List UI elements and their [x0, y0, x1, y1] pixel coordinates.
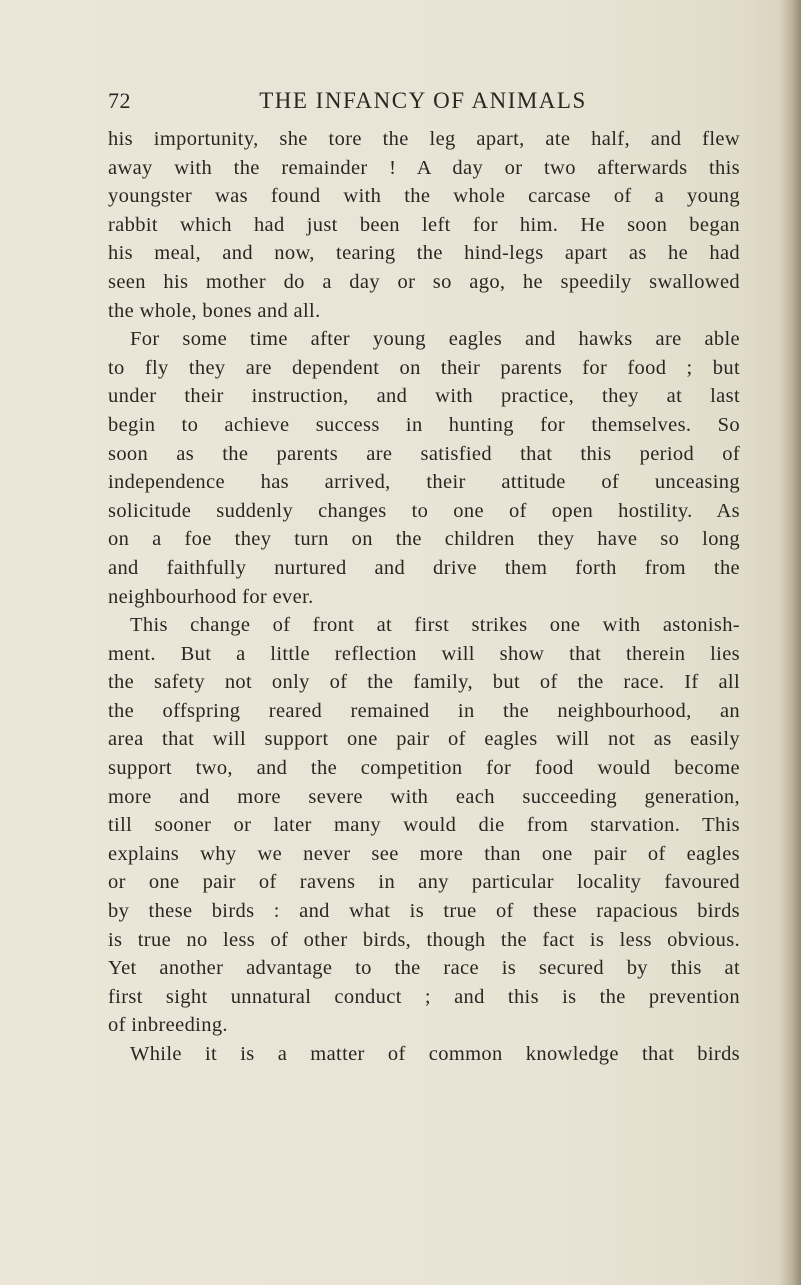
text-line: area that will support one pair of eagles will not as easily [108, 728, 740, 751]
text-line: the offspring reared remained in the neighbourhood, an [108, 699, 740, 722]
text-line: under their instruction, and with practice, they at last [108, 385, 740, 408]
text-line: on a foe they turn on the children they have so long [108, 528, 740, 551]
text-line: away with the remainder ! A day or two afterwards this [108, 156, 740, 179]
body-text [108, 125, 740, 1069]
text-line: neighbourhood for ever. [108, 585, 314, 608]
text-line: youngster was found with the whole carcase of a young [108, 185, 740, 208]
text-line: the whole, bones and all. [108, 299, 321, 322]
text-line: support two, and the competition for food would become [108, 757, 740, 780]
text-line: independence has arrived, their attitude of unceasing [108, 471, 740, 494]
text-line: explains why we never see more than one pair of eagles [108, 842, 740, 865]
text-line: While it is a matter of common knowledge that birds [130, 1043, 740, 1065]
page-number: 72 [108, 88, 131, 113]
text-line: to fly they are dependent on their parents for food ; but [108, 356, 740, 379]
text-line: of inbreeding. [108, 1014, 228, 1037]
text-line: rabbit which had just been left for him. He soon began [108, 213, 740, 236]
text-line: is true no less of other birds, though the fact is less obvious. [108, 928, 740, 951]
text-line: Yet another advantage to the race is secured by this at [108, 957, 740, 980]
text-line: till sooner or later many would die from starvation. This [108, 814, 740, 837]
text-line: This change of front at first strikes one with astonish- [130, 614, 740, 637]
text-line: For some time after young eagles and hawks are able [130, 328, 740, 351]
text-line: seen his mother do a day or so ago, he speedily swallowed [108, 270, 740, 293]
text-line: and faithfully nurtured and drive them forth from the [108, 556, 740, 579]
page-edge-shadow [779, 0, 801, 1285]
text-line: begin to achieve success in hunting for themselves. So [108, 413, 740, 436]
text-line: ment. But a little reflection will show that therein lies [108, 642, 740, 665]
running-head: THE INFANCY OF ANIMALS [259, 88, 587, 113]
text-line: soon as the parents are satisfied that this period of [108, 442, 740, 465]
text-line: solicitude suddenly changes to one of open hostility. As [108, 499, 740, 522]
text-line: his meal, and now, tearing the hind-legs apart as he had [108, 242, 740, 265]
text-line: his importunity, she tore the leg apart, ate half, and flew [108, 128, 740, 150]
text-line: by these birds : and what is true of these rapacious birds [108, 900, 740, 923]
text-line: or one pair of ravens in any particular locality favoured [108, 871, 740, 894]
text-line: more and more severe with each succeeding generation, [108, 785, 740, 808]
text-line: the safety not only of the family, but of the race. If all [108, 671, 740, 694]
page-header [108, 88, 738, 118]
text-line: first sight unnatural conduct ; and this is the prevention [108, 985, 740, 1008]
